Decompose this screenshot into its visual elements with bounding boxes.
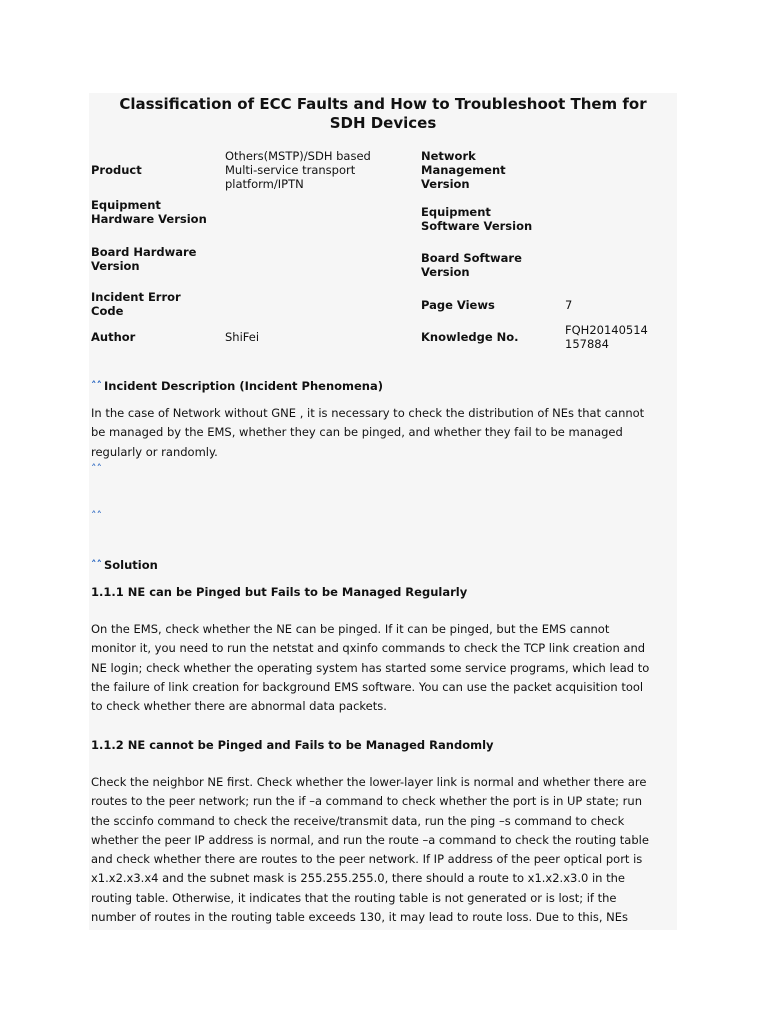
author-label: Author bbox=[91, 330, 136, 344]
solution-heading[interactable] bbox=[91, 558, 158, 572]
incident-text: In the case of Network without GNE , it is necessary to check the distribution of NEs that cannot be managed by the EMS, whether they can be pinged, and whether they fail to be managed regularly or randomly. bbox=[91, 406, 645, 459]
incident-heading-label: Incident Description (Incident Phenomena) bbox=[104, 379, 384, 393]
double-chevron-up-icon[interactable]: ˄˄ bbox=[91, 379, 102, 392]
knowledge-value: FQH20140514 157884 bbox=[565, 323, 648, 351]
document-title: Classification of ECC Faults and How to Troubleshoot Them for SDH Devices bbox=[119, 95, 647, 132]
board-sw-label: Board Software Version bbox=[421, 251, 522, 279]
double-chevron-up-icon[interactable]: ˄˄ bbox=[91, 509, 102, 522]
double-chevron-up-icon[interactable]: ˄˄ bbox=[91, 462, 102, 475]
knowledge-label: Knowledge No. bbox=[421, 330, 519, 344]
error-code-label: Incident Error Code bbox=[91, 290, 181, 318]
board-hw-label: Board Hardware Version bbox=[91, 245, 197, 273]
section-1-1-1-text: On the EMS, check whether the NE can be pinged. If it can be pinged, but the EMS cannot monitor it, you need to run the netstat and qxinfo commands to check the TCP link creation and NE login; check whether the operating system has started some service programs, which lead to the failure of link creation for background EMS software. You can use the packet acquisition tool to check whether there are abnormal data packets. bbox=[91, 622, 650, 714]
document-page bbox=[89, 93, 677, 930]
section-1-1-1-heading: 1.1.1 NE can be Pinged but Fails to be Managed Regularly bbox=[91, 585, 468, 599]
nm-version-label: Network Management Version bbox=[421, 149, 506, 191]
page-views-value: 7 bbox=[565, 298, 573, 312]
section-1-1-2-heading: 1.1.2 NE cannot be Pinged and Fails to be Managed Randomly bbox=[91, 738, 494, 752]
solution-heading-label: Solution bbox=[104, 558, 158, 572]
section-1-1-2-text: Check the neighbor NE first. Check whether the lower-layer link is normal and whether there are routes to the peer network; run the if –a command to check whether the port is in UP state; run the sccinfo command to check the receive/transmit data, run the ping –s command to check whether the peer IP address is normal, and run the route –a command to check the routing table and check whether there are routes to the peer network. If IP address of the peer optical port is x1.x2.x3.x4 and the subnet mask is 255.255.255.0, there should a route to x1.x2.x3.0 in the routing table. Otherwise, it indicates that the routing table is not generated or is lost; if the number of routes in the routing table exceeds 130, it may lead to route loss. Due to this, NEs bbox=[91, 775, 649, 925]
double-chevron-up-icon[interactable]: ˄˄ bbox=[91, 558, 102, 571]
eq-hw-label: Equipment Hardware Version bbox=[91, 198, 207, 226]
incident-heading[interactable] bbox=[91, 379, 383, 393]
product-value: Others(MSTP)/SDH based Multi-service transport platform/IPTN bbox=[225, 149, 371, 191]
author-value: ShiFei bbox=[225, 330, 260, 344]
page-views-label: Page Views bbox=[421, 298, 495, 312]
eq-sw-label: Equipment Software Version bbox=[421, 205, 533, 233]
product-label: Product bbox=[91, 163, 142, 177]
